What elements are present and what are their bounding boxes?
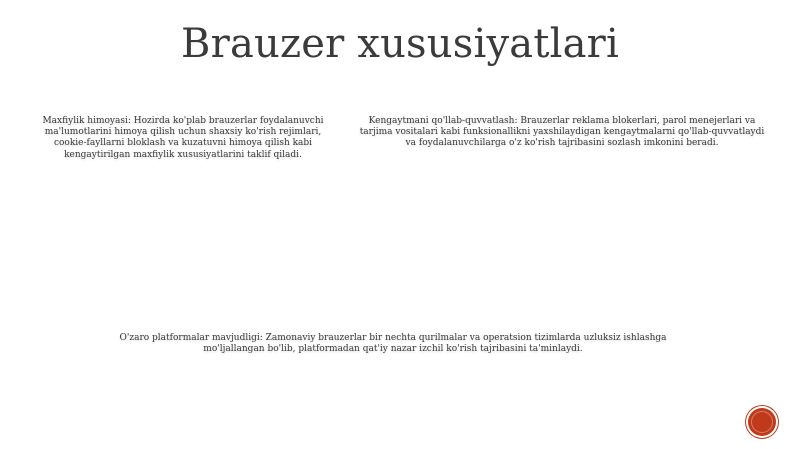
privacy-paragraph: Maxfiylik himoyasi: Hozirda ko'plab brauzerlar foydalanuvchi ma'lumotlarini himoya qilish uchun shaxsiy ko'rish rejimlari, cookie-fayllarni bloklash va kuzatuvni himoya qilish kabi kengaytirilgan maxfiylik xususiyatlarini taklif qiladi. <box>42 116 324 160</box>
circle-nav-icon <box>751 411 773 433</box>
extensions-paragraph: Kengaytmani qo'llab-quvvatlash: Brauzerlar reklama blokerlari, parol menejerlari va tarjima vositalari kabi funksionallikni yaxshilaydigan kengaytmalarni qo'llab-quvvatlaydi va foydalanuvchilarga o'z ko'rish tajribasini sozlash imkonini beradi. <box>359 116 765 149</box>
slide-title: Brauzer xususiyatlari <box>181 21 619 67</box>
slide-nav-button[interactable] <box>748 408 776 436</box>
crossplatform-paragraph: O'zaro platformalar mavjudligi: Zamonaviy brauzerlar bir nechta qurilmalar va operatsion tizimlarda uzluksiz ishlashga mo'ljallangan bo'lib, platformadan qat'iy nazar izchil ko'rish tajribasini ta'minlaydi. <box>119 333 667 355</box>
